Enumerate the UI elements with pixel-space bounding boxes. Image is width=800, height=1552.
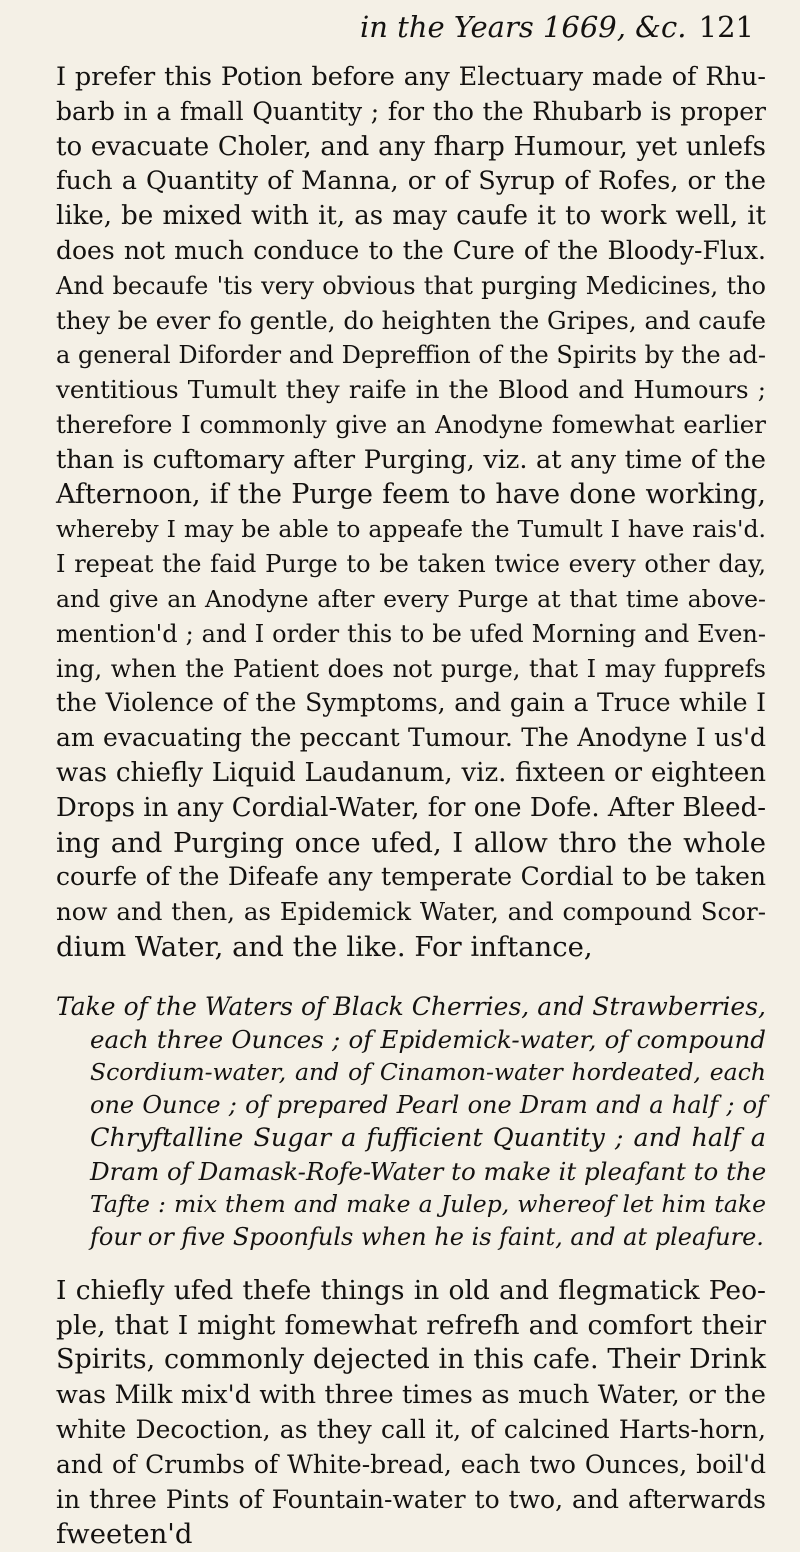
text-line: ing and Purging once ufed, I allow thro the whole (56, 826, 766, 859)
text-line: was Milk mix'd with three times as much Water, or the (56, 1380, 766, 1411)
text-line: And becaufe 'tis very obvious that purging Medicines, tho (56, 271, 766, 300)
text-line: Afternoon, if the Purge feem to have done working, (56, 478, 766, 510)
recipe-line: four or five Spoonfuls when he is faint, and at pleafure. (90, 1222, 764, 1251)
text-line: and of Crumbs of White-bread, each two Ounces, boil'd (56, 1449, 766, 1479)
text-line: ple, that I might fomewhat refrefh and comfort their (56, 1309, 766, 1341)
page-number: 121 (698, 10, 754, 44)
text-line: barb in a fmall Quantity ; for tho the Rhubarb is proper (56, 96, 766, 126)
text-line: I prefer this Potion before any Electuary made of Rhu- (56, 62, 766, 92)
text-line: fuch a Quantity of Manna, or of Syrup of Rofes, or the (56, 166, 766, 197)
text-line: white Decoction, as they call it, of calcined Harts-horn, (56, 1414, 766, 1444)
paragraph-2 (56, 1274, 766, 1552)
text-line: the Violence of the Symptoms, and gain a Truce while I (56, 688, 766, 718)
text-line: I chiefly ufed thefe things in old and flegmatick Peo- (56, 1274, 766, 1306)
text-line: was chiefly Liquid Laudanum, viz. fixteen or eighteen (56, 757, 766, 788)
recipe-line: each three Ounces ; of Epidemick-water, of compound (90, 1024, 766, 1054)
recipe-line: Take of the Waters of Black Cherries, and Strawberries, (56, 991, 766, 1021)
recipe-line: Scordium-water, and of Cinamon-water hordeated, each (90, 1057, 766, 1086)
recipe-block (56, 990, 767, 1254)
text-line: they be ever fo gentle, do heighten the Gripes, and caufe (56, 305, 766, 335)
text-line: in three Pints of Fountain-water to two, and afterwards (56, 1484, 766, 1514)
text-line: Spirits, commonly dejected in this cafe. Their Drink (56, 1344, 766, 1376)
text-line: and give an Anodyne after every Purge at that time above- (56, 584, 766, 613)
running-head (56, 10, 766, 56)
paragraph-1 (56, 60, 766, 965)
text-line: courfe of the Difeafe any temperate Cordial to be taken (56, 862, 766, 892)
recipe-line: Dram of Damask-Rofe-Water to make it pleafant to the (90, 1156, 767, 1186)
catchword: fweeten'd (56, 1518, 193, 1551)
text-line: does not much conduce to the Cure of the Bloody-Flux. (56, 235, 766, 265)
recipe-line: Chryftalline Sugar a fufficient Quantity ; and half a (90, 1122, 766, 1153)
text-line: now and then, as Epidemick Water, and compound Scor- (56, 897, 766, 927)
text-line: Drops in any Cordial-Water, for one Dofe. After Bleed- (56, 792, 766, 823)
text-line: ventitious Tumult they raife in the Blood and Humours ; (56, 375, 766, 405)
text-line: therefore I commonly give an Anodyne fomewhat earlier (56, 409, 766, 439)
text-line: a general Diforder and Depreffion of the Spirits by the ad- (56, 341, 766, 370)
text-line: am evacuating the peccant Tumour. The Anodyne I us'd (56, 723, 766, 753)
text-line: ing, when the Patient does not purge, that I may fupprefs (56, 654, 766, 683)
text-line: to evacuate Choler, and any fharp Humour, yet unlefs (56, 131, 766, 162)
text-line: than is cuftomary after Purging, viz. at any time of the (56, 444, 766, 475)
recipe-line: Tafte : mix them and make a Julep, whereof let him take (90, 1189, 766, 1218)
text-line: like, be mixed with it, as may caufe it to work well, it (56, 201, 766, 232)
recipe-line: one Ounce ; of prepared Pearl one Dram and a half ; of (90, 1090, 766, 1119)
text-line: dium Water, and the like. For inftance, (56, 930, 593, 963)
text-line: whereby I may be able to appeafe the Tumult I have rais'd. (56, 515, 766, 544)
text-line: I repeat the faid Purge to be taken twice every other day, (56, 550, 766, 579)
running-title: in the Years 1669, &c. (360, 10, 687, 44)
text-line: mention'd ; and I order this to be ufed Morning and Even- (56, 619, 766, 648)
